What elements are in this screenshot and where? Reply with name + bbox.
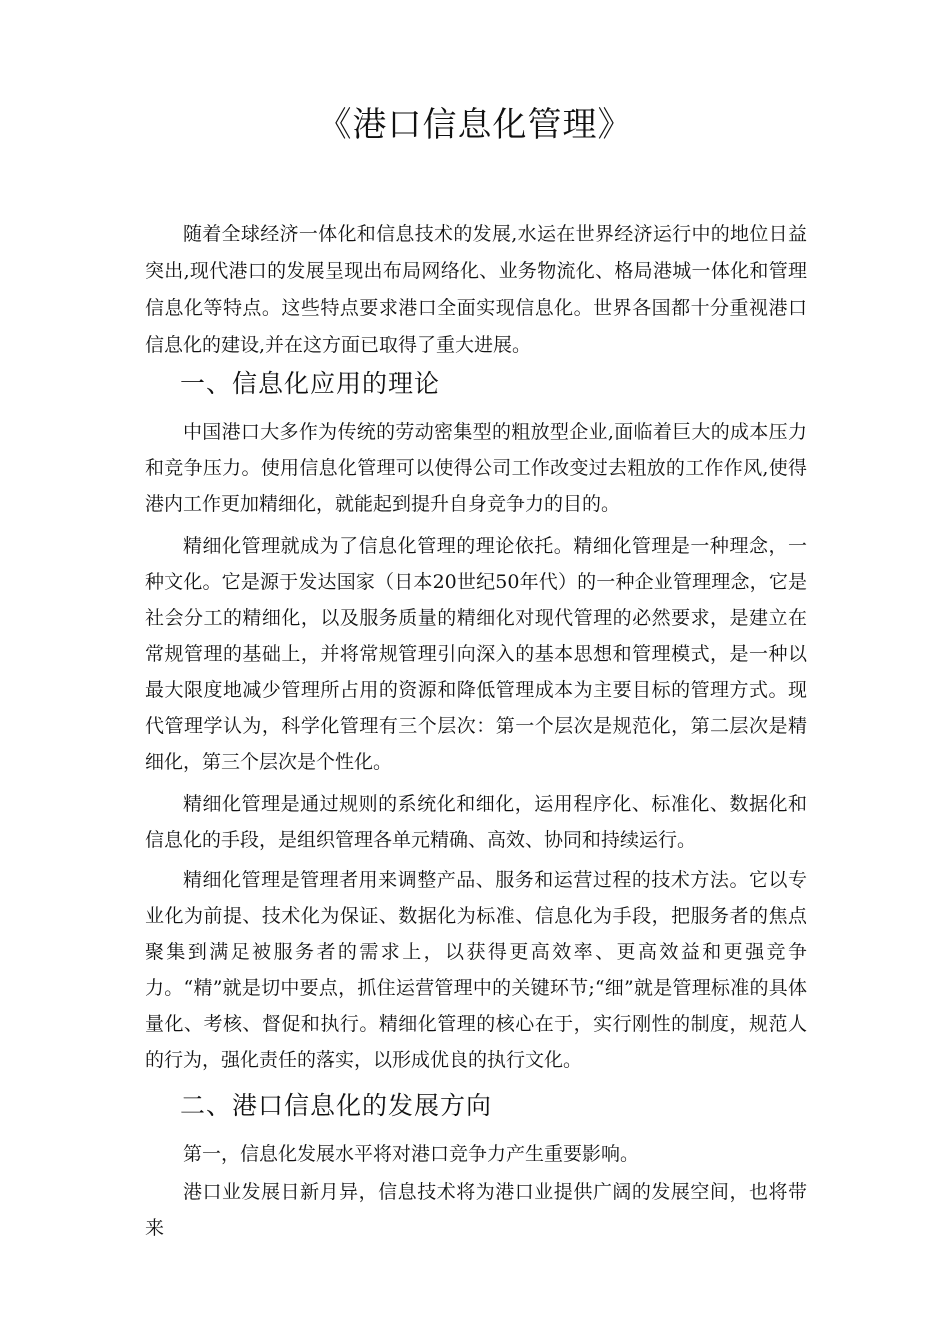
paragraph: 精细化管理是管理者用来调整产品、服务和运营过程的技术方法。它以专业化为前提、技术化为保证、数据化为标准、信息化为手段，把服务者的焦点聚集到满足被服务者的需求上，以获得更高效率、更高效益和更强竞争力。“精”就是切中要点，抓住运营管理中的关键环节;“细”就是管理标准的具体量化、考核、督促和执行。精细化管理的核心在于，实行刚性的制度，规范人的行为，强化责任的落实，以形成优良的执行文化。: [145, 869, 807, 1071]
section-heading-theory: 一、信息化应用的理论: [180, 369, 441, 398]
paragraph: 精细化管理就成为了信息化管理的理论依托。精细化管理是一种理念，一种文化。它是源于发达国家（日本20世纪50年代）的一种企业管理理念，它是社会分工的精细化，以及服务质量的精细化对现代管理的必然要求，是建立在常规管理的基础上，并将常规管理引向深入的基本思想和管理模式，是一种以最大限度地减少管理所占用的资源和降低管理成本为主要目标的管理方式。现代管理学认为，科学化管理有三个层次：第一个层次是规范化，第二层次是精细化，第三个层次是个性化。: [145, 535, 807, 773]
paragraph: 精细化管理是通过规则的系统化和细化，运用程序化、标准化、数据化和信息化的手段，是组织管理各单元精确、高效、协同和持续运行。: [145, 793, 807, 851]
paragraph: 港口业发展日新月异，信息技术将为港口业提供广阔的发展空间，也将带来: [145, 1181, 807, 1239]
intro-paragraph: 随着全球经济一体化和信息技术的发展,水运在世界经济运行中的地位日益突出,现代港口的发展呈现出布局网络化、业务物流化、格局港城一体化和管理信息化等特点。这些特点要求港口全面实现信息化。世界各国都十分重视港口信息化的建设,并在这方面已取得了重大进展。: [145, 223, 807, 356]
paragraph: 第一，信息化发展水平将对港口竞争力产生重要影响。: [183, 1143, 640, 1165]
section-heading-direction: 二、港口信息化的发展方向: [180, 1091, 493, 1120]
document-title: 《港口信息化管理》: [317, 105, 633, 145]
paragraph: 中国港口大多作为传统的劳动密集型的粗放型企业,面临着巨大的成本压力和竞争压力。使用信息化管理可以使得公司工作改变过去粗放的工作作风,使得港内工作更加精细化，就能起到提升自身竞争力的目的。: [145, 421, 807, 515]
